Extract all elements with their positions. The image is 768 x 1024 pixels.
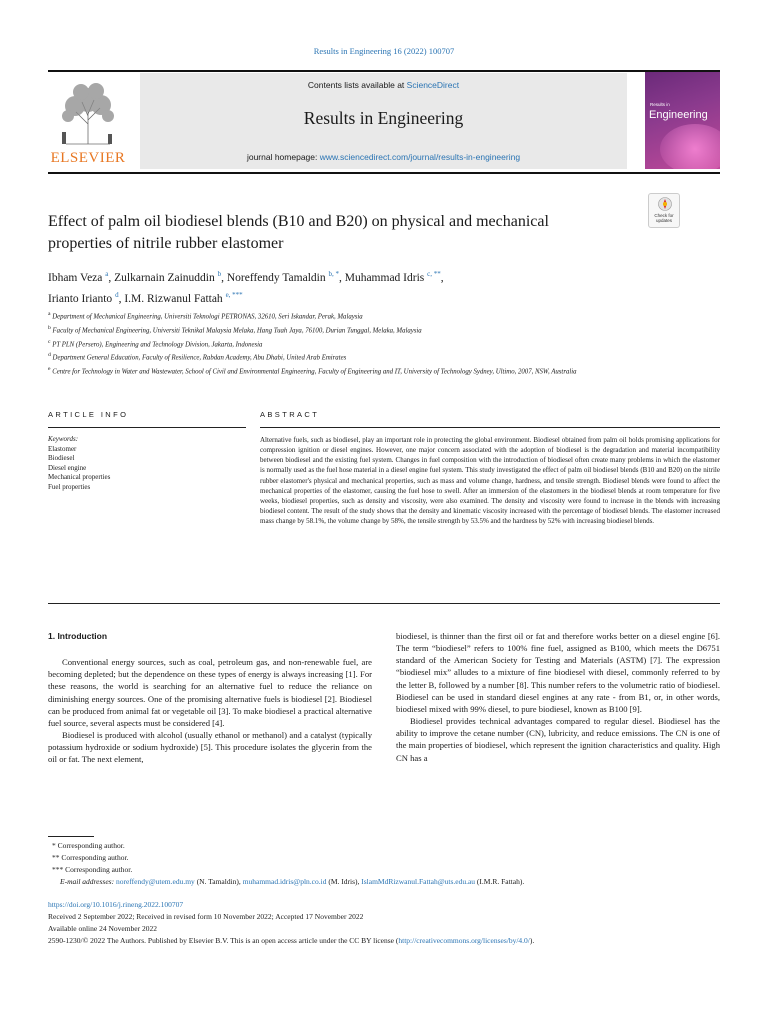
license-prefix: 2590-1230/© 2022 The Authors. Published by Elsevier B.V. This is an open access article under the CC BY license ( <box>48 936 399 945</box>
article-title: Effect of palm oil biodiesel blends (B10 and B20) on physical and mechanical properties of nitrile rubber elastomer <box>48 213 549 252</box>
author-affiliation-link[interactable]: c, ** <box>427 270 441 278</box>
journal-homepage-link[interactable]: www.sciencedirect.com/journal/results-in-engineering <box>319 152 521 162</box>
keyword-item: Mechanical properties <box>48 473 111 482</box>
cover-small-text: Results in <box>650 102 670 107</box>
footnotes <box>52 840 720 888</box>
masthead-bottom-rule <box>48 172 720 174</box>
journal-cover-image <box>645 72 720 169</box>
license-suffix: ). <box>529 936 535 945</box>
keyword-item: Fuel properties <box>48 482 91 491</box>
affiliation-item <box>48 364 688 378</box>
affiliation-marker: a <box>48 311 51 317</box>
affiliation-text: Centre for Technology in Water and Wastewater, School of Civil and Environmental Engineering, Faculty of Engineering and IT, University of Technology Sydney, Ultimo, 2007, NSW, Australia <box>52 368 577 376</box>
body-paragraph: Biodiesel is produced with alcohol (usually ethanol or methanol) and a catalyst (typically potassium hydroxide or sodium hydroxide) [5]. This procedure isolates the glycerin from the oil or fat. The next element, <box>48 730 372 765</box>
author-affiliation-link[interactable]: a <box>105 270 109 278</box>
homepage-line <box>140 152 627 162</box>
abstract-heading: ABSTRACT <box>260 410 320 419</box>
license-link[interactable]: http://creativecommons.org/licenses/by/4.0/ <box>398 936 530 945</box>
email-link[interactable]: IslamMdRizwanul.Fattah@uts.edu.au <box>361 877 476 886</box>
author-affiliation-link[interactable]: b <box>217 270 222 278</box>
email-addresses <box>60 876 720 888</box>
author-affiliation-link[interactable]: d <box>115 290 119 299</box>
email-link[interactable]: muhammad.idris@pln.co.id <box>242 877 327 886</box>
keywords-label: Keywords: <box>48 435 79 443</box>
check-updates-icon <box>658 197 672 211</box>
body-paragraph: Biodiesel provides technical advantages compared to regular diesel. Biodiesel has the ability to improve the cetane number (CN), lubricity, and reduce emissions. The CN is one of the main properties of biodiesel, which represent the ignition characteristics and quality. High CN has a <box>396 716 720 763</box>
corresponding-author-note: *** Corresponding author. <box>52 865 133 874</box>
section-heading-introduction: 1. Introduction <box>48 631 108 641</box>
author-name: Noreffendy Tamaldin <box>226 271 326 284</box>
check-for-updates-button[interactable] <box>648 193 680 228</box>
contents-line <box>140 80 627 90</box>
keyword-item: Diesel engine <box>48 463 87 472</box>
author-name: Zulkarnain Zainuddin <box>114 271 215 284</box>
email-owner: (N. Tamaldin), <box>194 877 243 886</box>
homepage-prefix: journal homepage: <box>246 152 320 162</box>
abstract-bottom-rule <box>48 603 720 604</box>
affiliation-marker: e <box>48 366 51 373</box>
affiliation-marker: b <box>48 324 51 331</box>
footnote-rule <box>48 836 94 837</box>
received-dates: Received 2 September 2022; Received in revised form 10 November 2022; Accepted 17 November 2022 <box>48 912 364 921</box>
journal-banner <box>140 73 627 169</box>
affiliations <box>48 309 688 378</box>
license-line <box>48 935 728 947</box>
body-left-column <box>48 630 372 766</box>
affiliation-text: Department General Education, Faculty of Resilience, Rabdan Academy, Abu Dhabi, United Arab Emirates <box>52 354 347 362</box>
author-name: I.M. Rizwanul Fattah <box>124 292 223 305</box>
affiliation-marker: d <box>48 352 51 359</box>
affiliation-text: Department of Mechanical Engineering, Universiti Teknologi PETRONAS, 32610, Seri Iskandar, Perak, Malaysia <box>52 313 363 321</box>
email-link[interactable]: noreffendy@utem.edu.my <box>115 877 195 886</box>
author-name: Muhammad Idris <box>344 271 425 284</box>
publisher-wordmark: ELSEVIER <box>50 150 126 166</box>
contents-prefix: Contents lists available at <box>307 80 407 90</box>
email-label: E-mail addresses: <box>60 877 115 886</box>
abstract-rule <box>260 427 720 428</box>
affiliation-item <box>48 309 688 323</box>
journal-citation-link[interactable]: Results in Engineering 16 (2022) 100707 <box>313 46 455 56</box>
article-info-heading: ARTICLE INFO <box>48 410 129 419</box>
journal-name: Results in Engineering <box>303 108 464 128</box>
email-owner: (I.M.R. Fattah). <box>475 877 525 886</box>
masthead-top-rule <box>48 70 720 72</box>
author-list: Ibham Veza $^a$, Zulkarnain Zainuddin $^b$, Noreffendy Tamaldin $^{b, *}$, Muhammad Idris $^{c, **}$, Irianto Irianto $^d$, I.M. Rizwanul Fattah $^{e, ***}$ <box>48 270 444 305</box>
cover-title: Engineering <box>649 109 708 121</box>
keyword-item: Biodiesel <box>48 454 75 463</box>
affiliation-text: PT PLN (Persero), Engineering and Technology Division, Jakarta, Indonesia <box>52 340 263 348</box>
publication-info <box>48 899 728 947</box>
author-affiliation-link[interactable]: b, * <box>328 270 339 278</box>
abstract-text: Alternative fuels, such as biodiesel, play an important role in protecting the global environment. Biodiesel obtained from palm oil holds promising applications for compression ignition or diesel engines. However, one major concern associated with the adoption of biodiesel is the degradation and material incompatibility between biodiesel and the existing fuel system. Changes in fuel composition with the introduction of biodiesel often create many problems in which the elastomer is normally used as the fuel hose material in a diesel engine fuel system. This study investigated the effect of palm oil biodiesel blends (B10 and B20) on the nitrile rubber elastomer's physical and mechanical properties, such as mass and volume change, hardness, and tensile strength. Biodiesel blends were found to affect the mechanical properties of the elastomer, causing the fuel hose to swell. After an immersion of the elastomers in the biodiesel blends at room temperature for five weeks, biodiesel properties, such as density and viscosity, were also examined. The density and viscosity were found to increase in the blends with increasing biodiesel content. The result of the study shows that the density and kinematic viscosity increased with the percentage of biodiesel blends. The elastomer increased mass change by 58.1%, the volume change by 58%, the tensile strength by 53.5% and the hardness by 52% with increasing biodiesel blends. <box>260 436 720 526</box>
affiliation-item <box>48 323 688 337</box>
email-owner: (M. Idris), <box>326 877 362 886</box>
keywords-block <box>48 435 228 493</box>
body-right-column <box>396 630 720 764</box>
check-updates-label: Check for updates <box>654 213 674 223</box>
sciencedirect-link[interactable]: ScienceDirect <box>406 80 460 90</box>
article-info-rule <box>48 427 246 428</box>
available-online: Available online 24 November 2022 <box>48 924 157 933</box>
affiliation-text: Faculty of Mechanical Engineering, Universiti Teknikal Malaysia Melaka, Hang Tuah Jaya, 76100, Durian Tunggal, Melaka, Malaysia <box>52 327 422 335</box>
body-paragraph: Conventional energy sources, such as coal, petroleum gas, and non-renewable fuel, are becoming depleted; but the dependence on these types of energy is always increasing [1]. For these reasons, the world is searching for an alternative fuel to reduce the reliance on diminishing energy sources. One of the promising alternative fuels is biodiesel [2]. Biodiesel can be produced from animal fat or vegetable oil [3]. To make biodiesel a practical alternative fuel source, several aspects must be considered [4]. <box>48 657 372 728</box>
affiliation-item <box>48 350 688 364</box>
cover-glow <box>660 124 720 169</box>
author-name: Ibham Veza <box>48 271 103 284</box>
body-paragraph: biodiesel, is thinner than the first oil or fat and therefore works better on a diesel engine [6]. The term “biodiesel” refers to 100% fine fuel, assigned as B100, which meets the D6751 standard of the American Society for Testing and Materials (ASTM) [7]. The expression “biodiesel mix” alludes to a mixture of fine biodiesel with diesel, commonly referred to by the letter B, followed by a number [8]. This number refers to the volumetric ratio of biodiesel. Biodiesel can be used in standard diesel engines at any rate - from B1, or, in other words, biodiesel mixed with 99% diesel, to pure biodiesel, known as B100 [9]. <box>396 631 720 714</box>
affiliation-item <box>48 337 688 351</box>
author-affiliation-link[interactable]: e, *** <box>225 290 243 299</box>
corresponding-author-note: * Corresponding author. <box>52 841 125 850</box>
author-name: Irianto Irianto <box>48 292 113 305</box>
corresponding-author-note: ** Corresponding author. <box>52 853 129 862</box>
keyword-item: Elastomer <box>48 444 77 453</box>
affiliation-marker: c <box>48 338 51 345</box>
doi-link[interactable]: https://doi.org/10.1016/j.rineng.2022.100707 <box>48 900 184 909</box>
